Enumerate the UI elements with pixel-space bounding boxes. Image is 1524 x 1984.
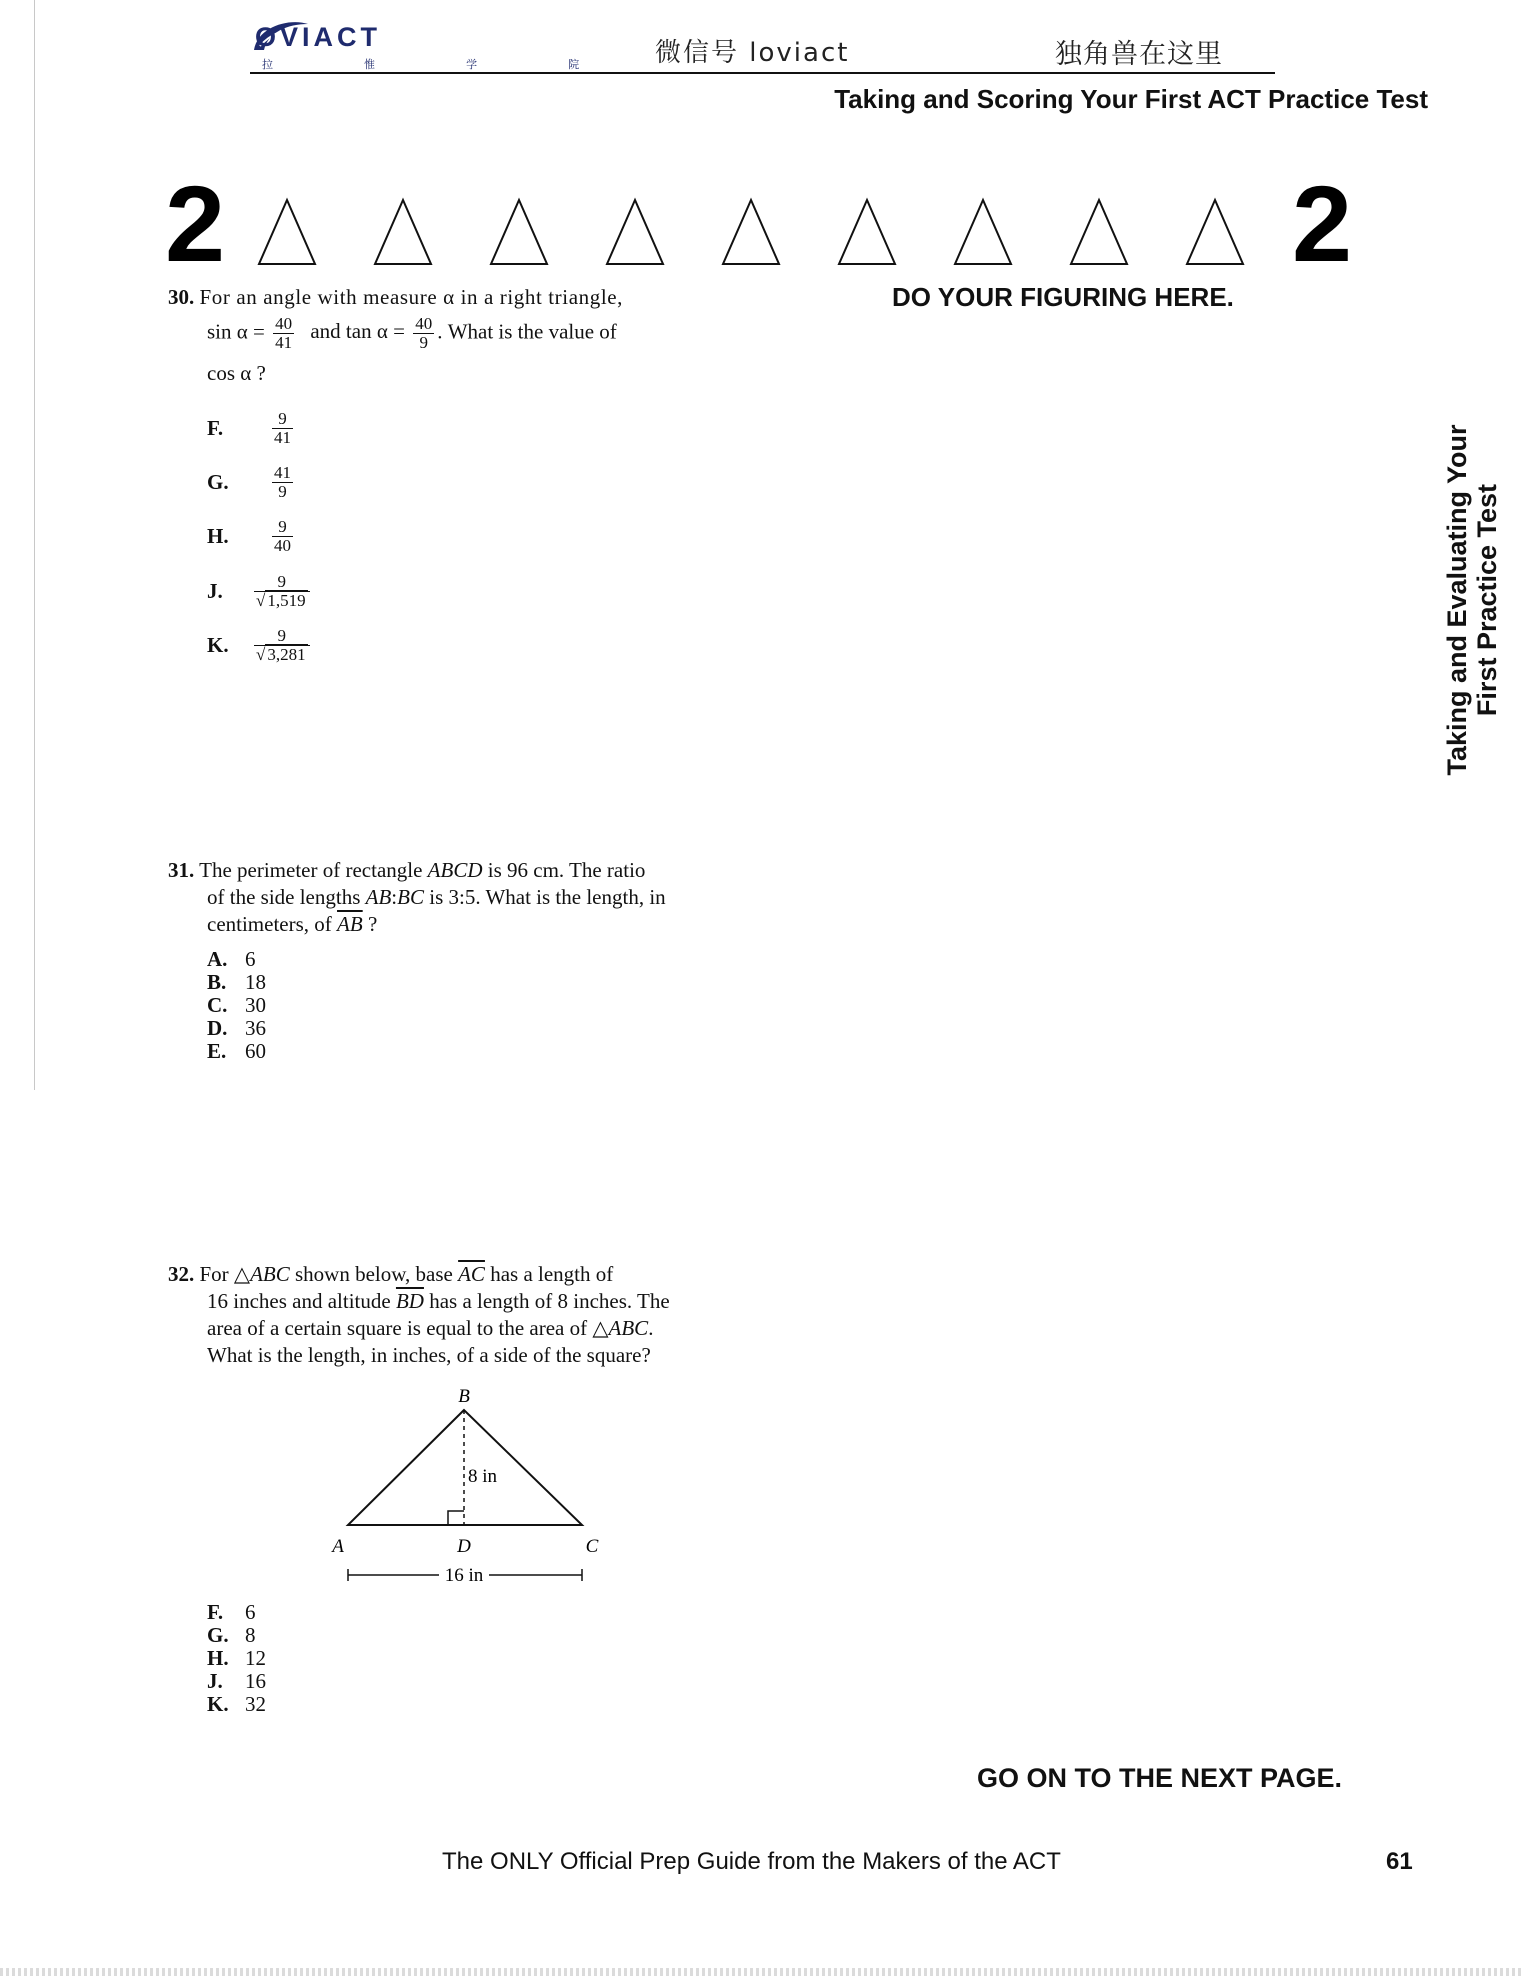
q31-line2: of the side lengths AB:BC is 3:5. What is the length, in: [207, 885, 666, 909]
right-angle-mark: [448, 1511, 464, 1525]
q32-line4: What is the length, in inches, of a side of the square?: [207, 1343, 651, 1367]
q30-option-f[interactable]: F. $\frac{9}{41}$: [207, 409, 291, 447]
logo-subtext: 拉 惟 学 院: [262, 59, 624, 71]
triangle-icon: [955, 200, 1011, 264]
side-tab: [1442, 320, 1502, 880]
header-right-text: 独角兽在这里: [1055, 39, 1223, 70]
q30-option-j[interactable]: J. $\frac{9}{√ 1,519}$: [207, 573, 313, 610]
chapter-title: Taking and Scoring Your First ACT Practice Test: [834, 84, 1428, 114]
q32-stem: [168, 1261, 738, 1369]
q32-option-k[interactable]: K. 32: [207, 1692, 266, 1716]
q31-option-c[interactable]: C. 30: [207, 993, 266, 1017]
q30-option-h[interactable]: H. $\frac{9}{40}$: [207, 517, 291, 555]
triangle-abc: [348, 1410, 582, 1525]
q31-options: [207, 948, 266, 1063]
q31-option-b[interactable]: B. 18: [207, 970, 266, 994]
q31-line3: centimeters, of $\overline{AB}$ ?: [207, 912, 378, 936]
triangle-icon: [607, 200, 663, 264]
go-on-label: GO ON TO THE NEXT PAGE.: [977, 1763, 1343, 1793]
vertex-label-a: A: [332, 1536, 344, 1557]
logo-text: OVIACT: [255, 22, 382, 52]
section-number-left: 2: [165, 163, 226, 284]
question-number: 30.: [168, 285, 195, 309]
q32-line2: 16 inches and altitude $\overline{BD}$ has a length of 8 inches. The: [207, 1289, 670, 1313]
q31-option-a[interactable]: A. 6: [207, 947, 256, 971]
q31-stem: [168, 857, 738, 938]
q30-line2: sin α = $\frac{40}{41}$ and tan α = $\frac{40}{9}$ . What is the value of: [207, 314, 617, 352]
altitude-label: 8 in: [468, 1466, 498, 1487]
q32-options: [207, 1601, 266, 1716]
base-label: 16 in: [444, 1565, 484, 1586]
footer-tagline: The ONLY Official Prep Guide from the Makers of the ACT: [442, 1848, 1061, 1875]
header-rule: [250, 72, 1275, 74]
section-triangle-band: [255, 196, 1275, 268]
triangle-icon: [491, 200, 547, 264]
q32-option-h[interactable]: H. 12: [207, 1646, 266, 1670]
q32-line3: area of a certain square is equal to the area of △ABC.: [207, 1316, 654, 1340]
triangle-icon: [259, 200, 315, 264]
triangle-icon: [839, 200, 895, 264]
q32-option-f[interactable]: F. 6: [207, 1600, 256, 1624]
q30-option-k[interactable]: K. $\frac{9}{√ 3,281}$: [207, 627, 313, 664]
page-number: 61: [1386, 1848, 1413, 1875]
scan-bottom-strip: [0, 1968, 1524, 1976]
q31-option-d[interactable]: D. 36: [207, 1016, 266, 1040]
q31-line1: 31. The perimeter of rectangle ABCD is 96 cm. The ratio: [168, 858, 646, 882]
scan-edge: [34, 0, 35, 1090]
q31-option-e[interactable]: E. 60: [207, 1039, 266, 1063]
q32-option-g[interactable]: G. 8: [207, 1623, 256, 1647]
vertex-label-c: C: [585, 1536, 599, 1557]
triangle-icon: [723, 200, 779, 264]
fraction: $\frac{40}{9}$: [415, 314, 433, 352]
triangle-icon: [1071, 200, 1127, 264]
side-tab-line2: First Practice Test: [1472, 483, 1502, 717]
triangle-figure: [320, 1380, 620, 1590]
q30-option-g[interactable]: G. $\frac{41}{9}$: [207, 463, 291, 501]
figuring-label: DO YOUR FIGURING HERE.: [892, 282, 1234, 312]
section-number-right: 2: [1292, 163, 1353, 284]
header-center-text: 微信号 loviact: [655, 38, 850, 68]
q32-line1: 32. For △ABC shown below, base $\overline{AC}$ has a length of: [168, 1262, 614, 1286]
side-tab-line1: Taking and Evaluating Your: [1442, 424, 1472, 776]
vertex-label-b: B: [458, 1386, 470, 1407]
point-label-d: D: [457, 1536, 471, 1557]
triangle-icon: [1187, 200, 1243, 264]
q30-line1: 30. For an angle with measure α in a right triangle,: [168, 285, 624, 309]
fraction: $\frac{40}{41}$: [275, 314, 293, 352]
triangle-icon: [375, 200, 431, 264]
q30-line3: cos α ?: [207, 361, 266, 385]
q32-option-j[interactable]: J. 16: [207, 1669, 266, 1693]
